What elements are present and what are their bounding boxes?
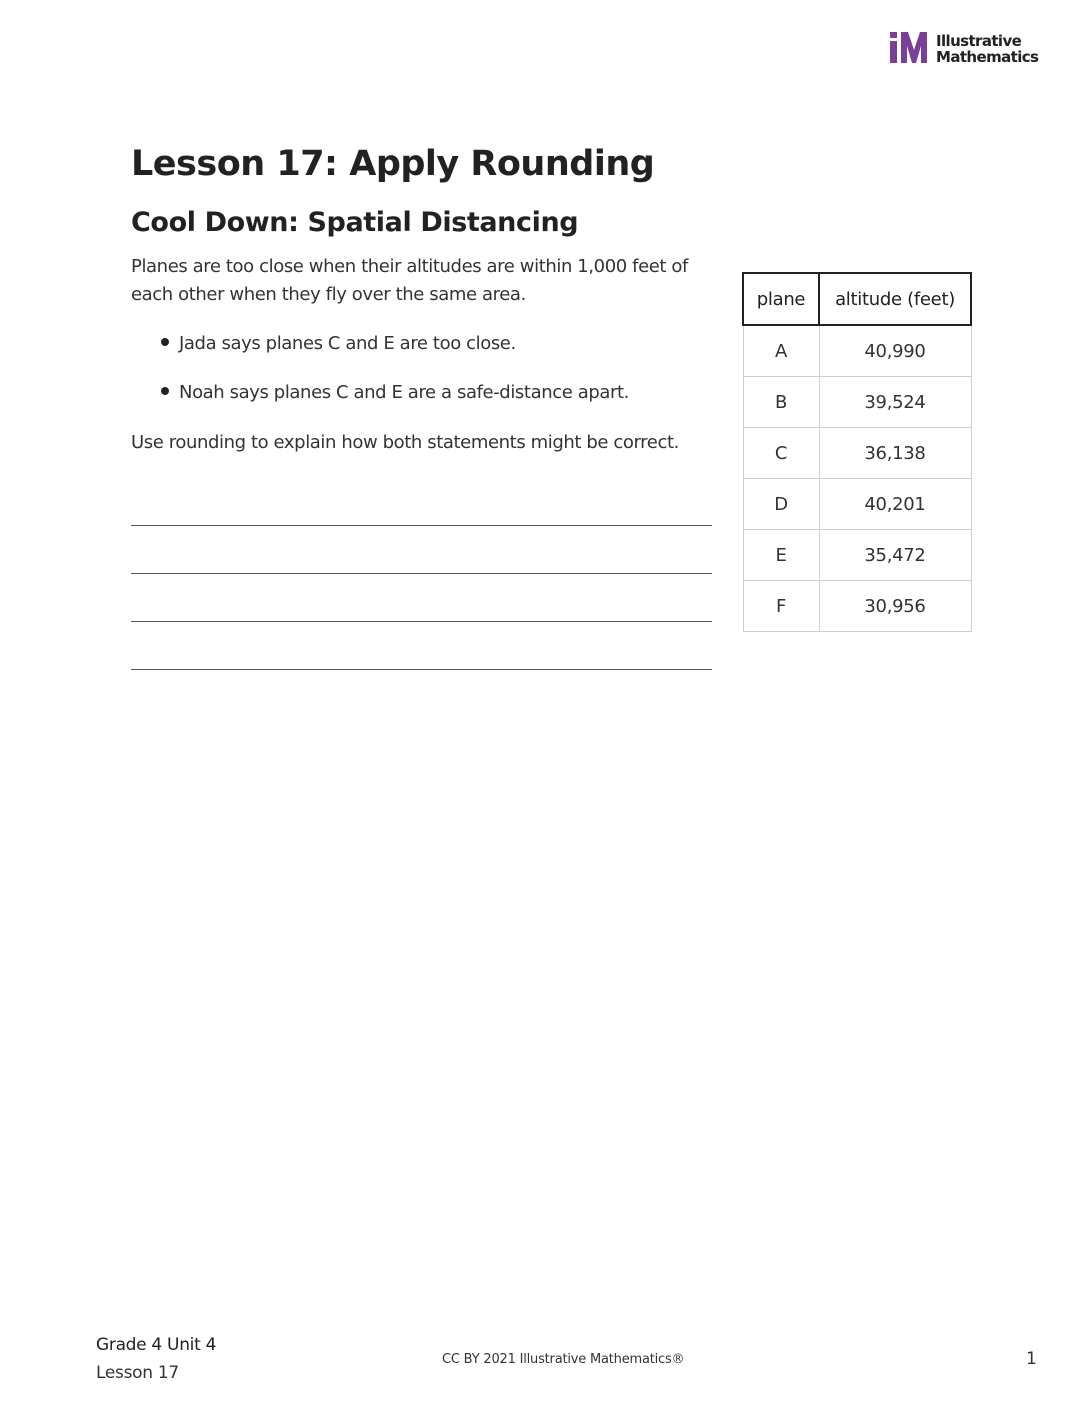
plane-cell: B [743, 377, 819, 428]
altitude-cell: 39,524 [819, 377, 971, 428]
table-row [743, 530, 971, 581]
logo-line-2: Mathematics [936, 48, 1039, 66]
table-row [743, 428, 971, 479]
footer-lesson: Lesson 17 [96, 1363, 179, 1383]
plane-cell: F [743, 581, 819, 632]
statement-text: Jada says planes C and E are too close. [179, 333, 516, 354]
page-number: 1 [1026, 1349, 1037, 1369]
answer-line[interactable] [131, 621, 712, 622]
table-row [743, 581, 971, 632]
section-title: Cool Down: Spatial Distancing [131, 207, 579, 238]
plane-cell: D [743, 479, 819, 530]
logo-line-1: Illustrative [936, 32, 1022, 50]
table-row [743, 377, 971, 428]
answer-line[interactable] [131, 573, 712, 574]
list-item [131, 330, 629, 358]
statement-text: Noah says planes C and E are a safe-distance apart. [179, 382, 629, 403]
list-item [131, 379, 629, 407]
column-header-altitude: altitude (feet) [819, 273, 971, 325]
answer-line[interactable] [131, 669, 712, 670]
logo-text [936, 33, 1038, 65]
table-row [743, 479, 971, 530]
altitude-table [742, 272, 972, 632]
statement-list [131, 330, 629, 428]
footer-grade-unit: Grade 4 Unit 4 [96, 1335, 217, 1355]
altitude-cell: 35,472 [819, 530, 971, 581]
altitude-cell: 40,990 [819, 325, 971, 377]
column-header-plane: plane [743, 273, 819, 325]
altitude-cell: 40,201 [819, 479, 971, 530]
bullet-icon [161, 338, 169, 346]
intro-paragraph: Planes are too close when their altitudes are within 1,000 feet of each other when they fly over the same area. [131, 256, 688, 305]
plane-cell: E [743, 530, 819, 581]
answer-line[interactable] [131, 525, 712, 526]
im-logo [888, 32, 1048, 66]
table-row [743, 325, 971, 377]
plane-cell: A [743, 325, 819, 377]
footer-copyright: CC BY 2021 Illustrative Mathematics® [442, 1352, 685, 1367]
table-header-row [743, 273, 971, 325]
bullet-icon [161, 387, 169, 395]
plane-cell: C [743, 428, 819, 479]
altitude-cell: 36,138 [819, 428, 971, 479]
question-prompt: Use rounding to explain how both statements might be correct. [131, 432, 679, 453]
lesson-title: Lesson 17: Apply Rounding [131, 144, 655, 184]
im-logo-mark-icon [888, 32, 930, 66]
altitude-cell: 30,956 [819, 581, 971, 632]
